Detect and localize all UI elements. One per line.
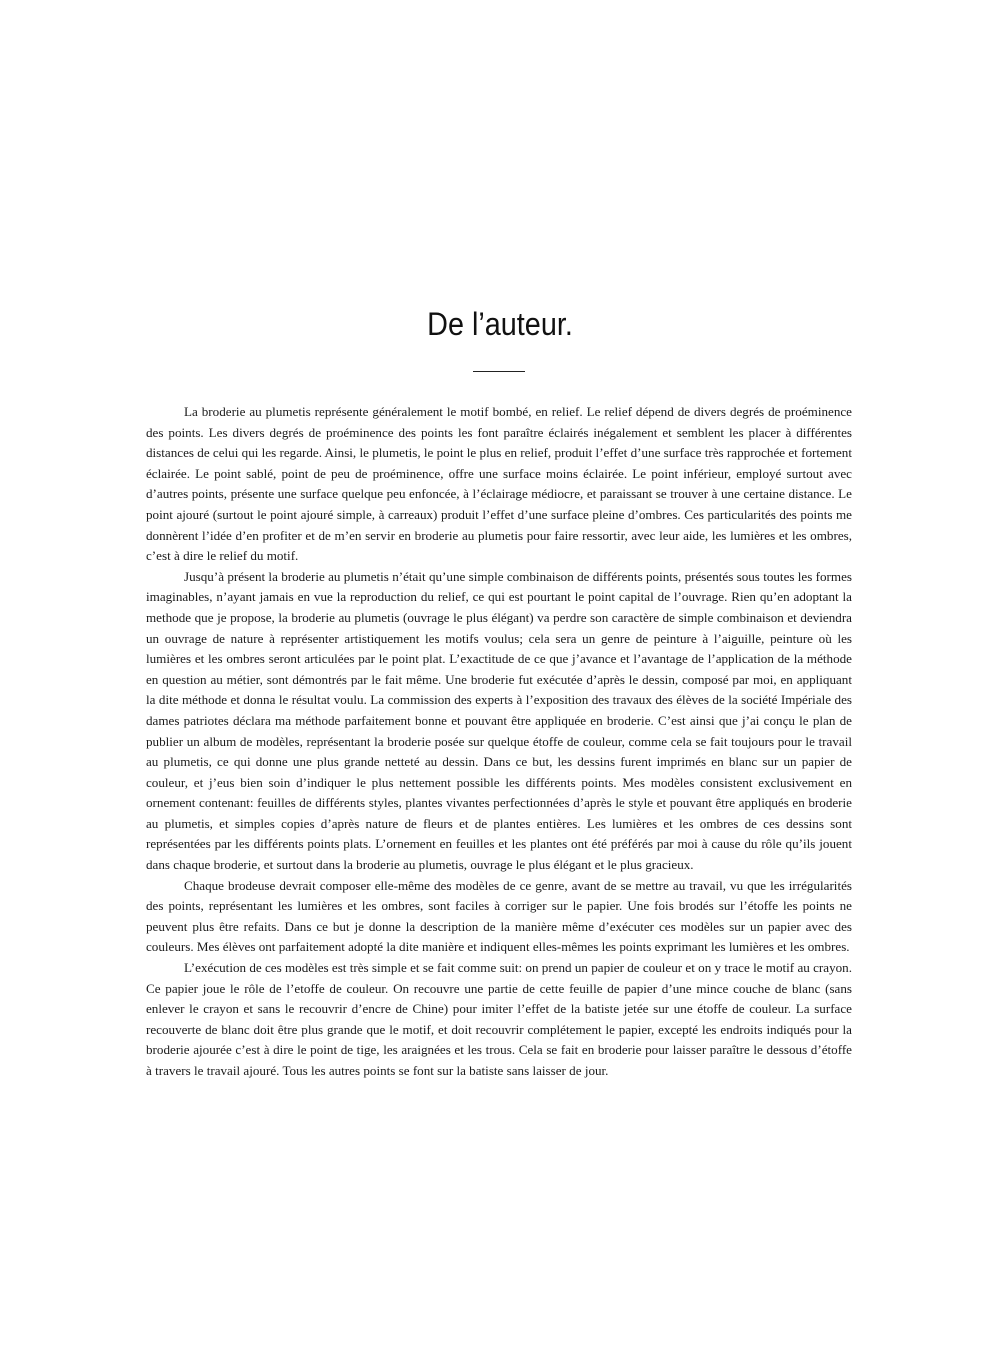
paragraph: L’exécution de ces modèles est très simple et se fait comme suit: on prend un papier de couleur et on y trace le motif au crayon. Ce papier joue le rôle de l’etoffe de couleur. On recouvre une partie de cette feuille de papier d’une mince couche de blanc (sans enlever le crayon et sans le recouvrir d’encre de Chine) pour imiter l’effet de la batiste jetée sur une étoffe de couleur. La surface recouverte de blanc doit être plus grande que le motif, et doit recouvrir complétement le papier, excepté les endroits indiqués pour la broderie ajourée c’est à dire le point de tige, les araignées et les trous. Cela se fait en broderie pour laisser paraître le dessous d’étoffe à travers le travail ajouré. Tous les autres points se font sur la batiste sans laisser de jour.: [146, 960, 852, 1078]
paragraph: Chaque brodeuse devrait composer elle-même des modèles de ce genre, avant de se mettre au travail, vu que les irrégularités des points, représentant les lumières et les ombres, sont faciles à corriger sur le papier. Une fois brodés sur l’étoffe les points ne peuvent plus être refaits. Dans ce but je donne la description de la manière même d’exécuter ces modèles sur un papier avec des couleurs. Mes élèves ont parfaitement adopté la dite manière et indiquent elles-mêmes les points exprimant les lumières et les ombres.: [146, 877, 852, 955]
title-divider: [473, 371, 525, 372]
paragraph: La broderie au plumetis représente généralement le motif bombé, en relief. Le relief dépend de divers degrés de proéminence des points. Les divers degrés de proéminence des points les font paraître éclairés inégalement et semblent les placer à différentes distances de celui qui les regarde. Ainsi, le plumetis, le point le plus en relief, produit l’effet d’une surface très rapprochée et fortement éclairée. Le point sablé, point de peu de proéminence, offre une surface moins éclairée. Le point inférieur, employé surtout avec d’autres points, présente une surface quelque peu enfoncée, à l’éclairage médiocre, et paraissant se trouver à une certaine distance. Le point ajouré (surtout le point ajouré simple, à carreaux) produit l’effet d’une surface pleine d’ombres. Ces particularités des points me donnèrent l’idée d’en profiter et de m’en servir en broderie au plumetis pour faire ressortir, avec leur aide, les lumières et les ombres, c’est à dire le relief du motif.: [146, 404, 852, 564]
body-text: [146, 402, 852, 1082]
page-title: De l’auteur.: [427, 306, 573, 342]
paragraph: Jusqu’à présent la broderie au plumetis n’était qu’une simple combinaison de différents points, présentés sous toutes les formes imaginables, n’ayant jamais en vue la reproduction du relief, ce qui est pourtant le point capital de l’ouvrage. Rien qu’en adoptant la methode que je propose, la broderie au plumetis (ouvrage le plus élégant) va perdre son caractère de simple combinaison et deviendra un ouvrage de nature à représenter artistiquement les motifs voulus; cela sera un genre de peinture à l’aiguille, peinture où les lumières et les ombres seront articulées par le point plat. L’exactitude de ce que j’avance et l’avantage de l’application de la méthode en question au métier, sont démontrés par le fait même. Une broderie fut exécutée d’après le dessin, composé par moi, en appliquant la dite méthode et donna le résultat voulu. La commission des experts à l’exposition des travaux des élèves de la société Impériale des dames patriotes déclara ma méthode parfaitement bonne et pouvant être appliquée en broderie. C’est ainsi que j’ai conçu le plan de publier un album de modèles, représentant la broderie posée sur quelque étoffe de couleur, comme cela se fait toujours pour le travail au plumetis, ce qui donne une plus grande netteté au dessin. Dans ce but, les dessins furent imprimés en blanc sur un papier de couleur, et j’eus bien soin d’indiquer le plus nettement possible les différents points. Mes modèles consistent exclusivement en ornement contenant: feuilles de différents styles, plantes vivantes perfectionnées d’après le style et pouvant être appliqués en broderie au plumetis, et simples copies d’après nature de fleurs et de plantes entières. Les lumières et les ombres de ces dessins sont représentées par les différents points plats. L’ornement en feuilles et les plantes ont été préférés par moi à cause du rôle qu’ils jouent dans chaque broderie, et surtout dans la broderie au plumetis, ouvrage le plus élégant et le plus gracieux.: [146, 568, 852, 873]
